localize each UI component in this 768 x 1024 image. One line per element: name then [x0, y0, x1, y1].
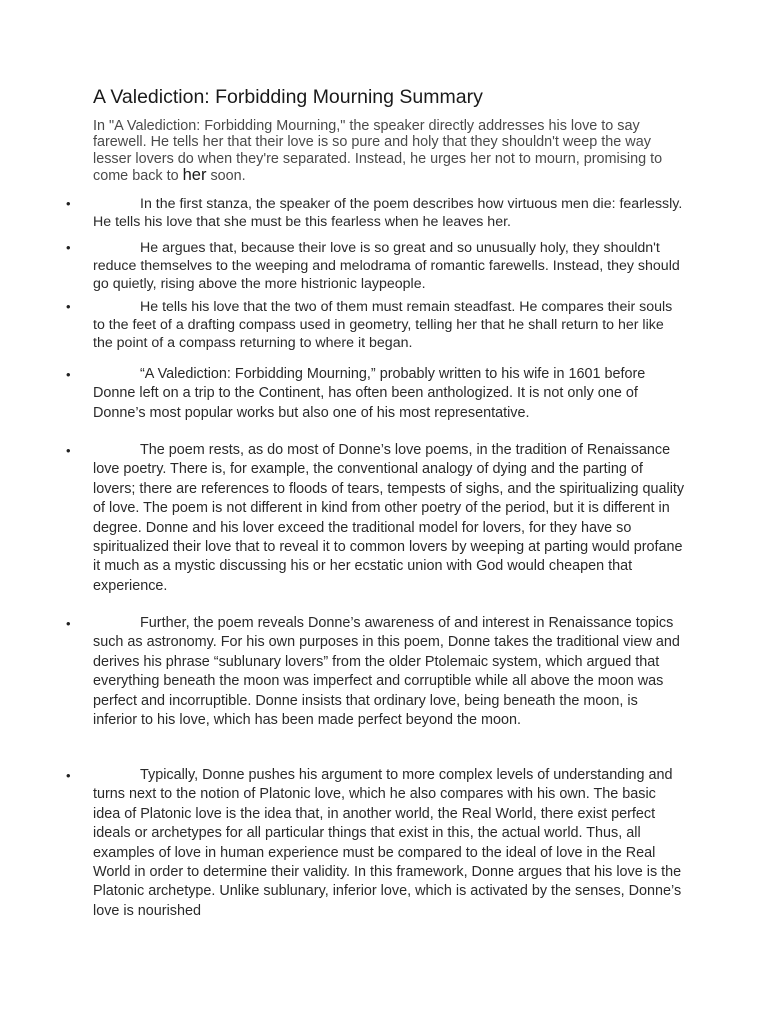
list-item-text: In the first stanza, the speaker of the poem describes how virtuous men die: fearlessly. He tells his love that she must be this fearless when he leaves her. — [93, 196, 683, 230]
bullet-icon: • — [66, 768, 71, 783]
bullet-icon: • — [66, 616, 71, 631]
intro-end: soon. — [210, 168, 246, 185]
list-item-text: Further, the poem reveals Donne’s awareness of and interest in Renaissance topics such as astronomy. For his own purposes in this poem, Donne takes the traditional view and derives his phrase “sublunary lovers” from the older Ptolemaic system, which argued that everything beneath the moon was imperfect and corruptible while all above the moon was perfect and incorruptible. Donne insists that ordinary love, being beneath the moon, is inferior to his love, which has been made perfect beyond the moon. — [93, 615, 680, 729]
bullet-icon: • — [66, 367, 71, 382]
page-title: A Valediction: Forbidding Mourning Summary — [93, 86, 483, 108]
bullet-icon: • — [66, 299, 71, 314]
list-item — [66, 614, 685, 730]
list-item-text: He argues that, because their love is so great and so unusually holy, they shouldn't reduce themselves to the weeping and melodrama of romantic farewells. Instead, they should go quietly, rising above the more histrionic laypeople. — [93, 240, 680, 292]
bullet-icon: • — [66, 443, 71, 458]
intro-paragraph — [93, 118, 693, 185]
intro-emphasis: her — [182, 166, 207, 185]
list-item — [66, 298, 685, 352]
list-item-text: “A Valediction: Forbidding Mourning,” probably written to his wife in 1601 before Donne left on a trip to the Continent, has often been anthologized. It is not only one of Donne’s most popular works but also one of his most representative. — [93, 366, 646, 421]
list-item — [66, 766, 685, 921]
list-item-text: He tells his love that the two of them must remain steadfast. He compares their souls to the feet of a drafting compass used in geometry, telling her that he shall return to her like the point of a compass returning to where it began. — [93, 299, 673, 351]
list-item — [66, 239, 685, 293]
list-item — [66, 195, 685, 231]
list-item — [66, 441, 685, 596]
bullet-icon: • — [66, 240, 71, 255]
list-item-text: Typically, Donne pushes his argument to more complex levels of understanding and turns next to the notion of Platonic love, which he also compares with his own. The basic idea of Platonic love is the idea that, in another world, the Real World, there exist perfect ideals or archetypes for all particular things that exist in this, the actual world. Thus, all examples of love in human experience must be compared to the ideal of love in the Real World in order to determine their validity. In this framework, Donne argues that his love is the Platonic archetype. Unlike sublunary, inferior love, which is activated by the senses, Donne’s love is nourished — [93, 767, 682, 919]
intro-text: In "A Valediction: Forbidding Mourning," the speaker directly addresses his love to say farewell. He tells her that their love is so pure and holy that they shouldn't weep the way lesser lovers do when they're separated. Instead, he urges her not to mourn, promising to come back to — [93, 118, 663, 185]
bullet-icon: • — [66, 196, 71, 211]
list-item-text: The poem rests, as do most of Donne’s love poems, in the tradition of Renaissance love poetry. There is, for example, the conventional analogy of dying and the parting of lovers; there are references to floods of tears, tempests of sighs, and the spiritualizing quality of love. The poem is not different in kind from other poetry of the period, but it is different in degree. Donne and his lover exceed the traditional model for lovers, for they have so spiritualized their love that to reveal it to common lovers by weeping at parting would profane it much as a mystic discussing his or her ecstatic union with God would cheapen that experience. — [93, 442, 685, 594]
list-item — [66, 365, 685, 423]
